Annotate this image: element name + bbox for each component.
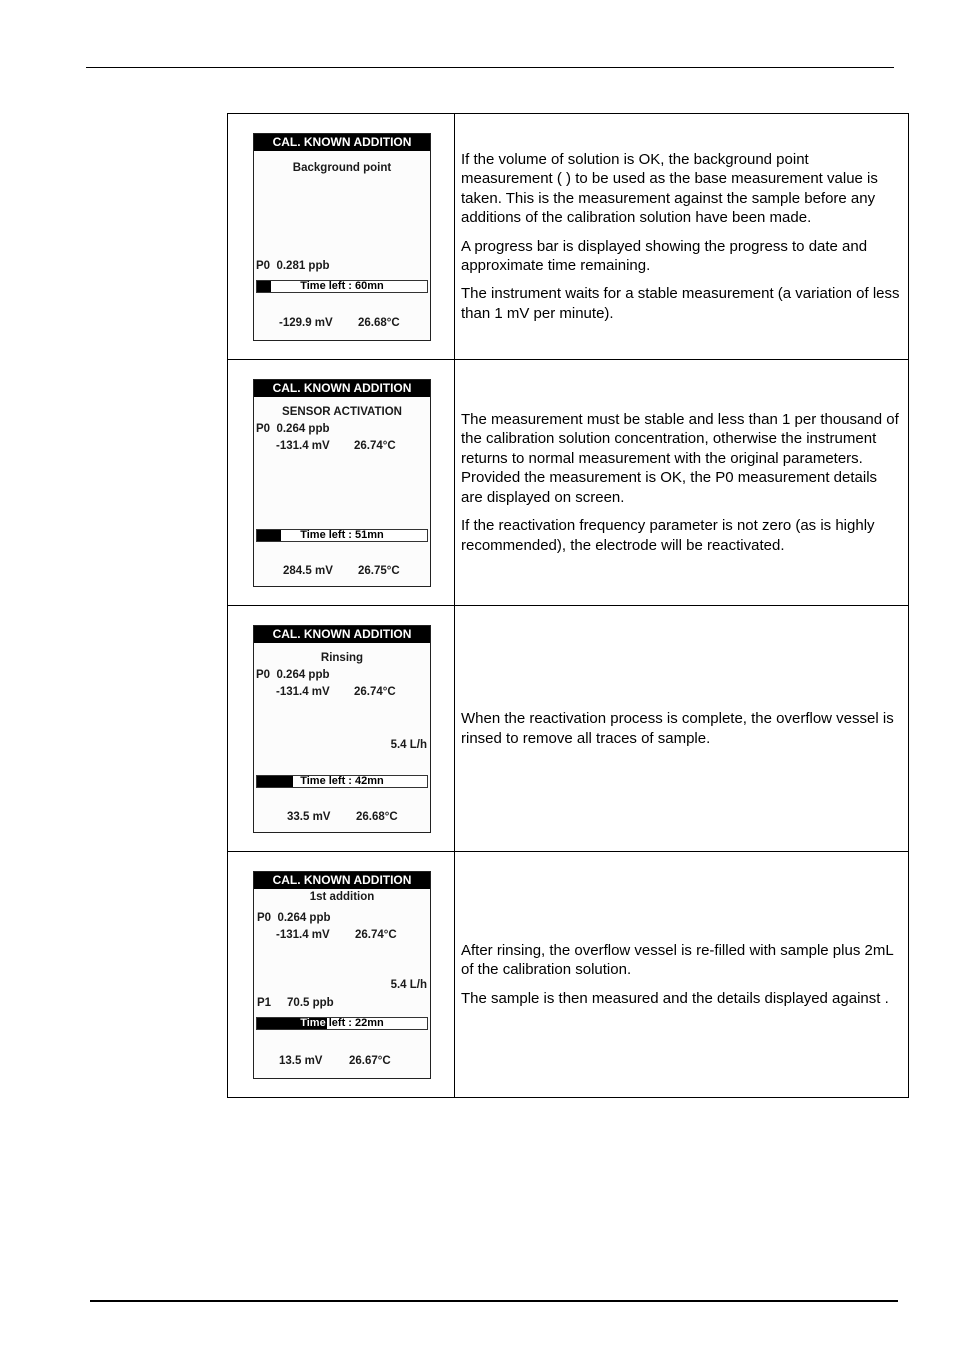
paragraph: A progress bar is displayed showing the progress to date and approximate time remaining. — [461, 237, 868, 274]
p1-reading: P1 70.5 ppb — [257, 996, 334, 1009]
progress-bar — [256, 280, 428, 293]
time-left-label: Time left : 42mn — [300, 774, 384, 787]
p0-mv: -131.4 mV — [276, 928, 330, 941]
screen-cell — [228, 852, 455, 1098]
screen-title: CAL. KNOWN ADDITION — [254, 872, 430, 889]
screen-mode: 1st addition — [309, 890, 375, 903]
footer-mv: -129.9 mV — [279, 316, 333, 329]
table-row — [228, 114, 909, 360]
instrument-screen — [253, 379, 431, 587]
footer-rule — [90, 1300, 898, 1302]
progress-bar — [256, 1017, 428, 1030]
flow-rate: 5.4 L/h — [390, 738, 427, 751]
description-cell — [455, 114, 909, 360]
footer-mv: 284.5 mV — [283, 564, 333, 577]
p0-reading: P0 0.264 ppb — [256, 668, 330, 681]
paragraph: The sample is then measured and the details displayed against . — [461, 989, 889, 1007]
p0-temp: 26.74°C — [354, 685, 396, 698]
paragraph: The instrument waits for a stable measurement (a variation of less than 1 mV per minute). — [461, 285, 900, 322]
description-cell — [455, 852, 909, 1098]
table-row — [228, 606, 909, 852]
footer-temp: 26.67°C — [349, 1054, 391, 1067]
footer-temp: 26.68°C — [358, 316, 400, 329]
p0-reading: P0 0.264 ppb — [257, 911, 331, 924]
instrument-screen — [253, 133, 431, 341]
screen-mode: Rinsing — [320, 651, 364, 664]
paragraph: When the reactivation process is complete, the overflow vessel is rinsed to remove all traces of sample. — [461, 710, 894, 747]
paragraph: If the reactivation frequency parameter is not zero (as is highly recommended), the electrode will be reactivated. — [461, 517, 875, 554]
p0-reading: P0 0.281 ppb — [256, 259, 330, 272]
calibration-steps-table — [227, 113, 909, 1098]
p0-temp: 26.74°C — [355, 928, 397, 941]
footer-mv: 13.5 mV — [279, 1054, 323, 1067]
header-rule — [86, 67, 894, 68]
instrument-screen — [253, 625, 431, 833]
footer-mv: 33.5 mV — [287, 810, 331, 823]
time-left-label: Time left : 22mn — [300, 1016, 384, 1029]
progress-bar — [256, 775, 428, 788]
screen-title: CAL. KNOWN ADDITION — [254, 626, 430, 643]
footer-temp: 26.68°C — [356, 810, 398, 823]
footer-temp: 26.75°C — [358, 564, 400, 577]
time-left-label: Time left : 60mn — [300, 279, 384, 292]
description-cell — [455, 360, 909, 606]
p0-reading: P0 0.264 ppb — [256, 422, 330, 435]
p0-temp: 26.74°C — [354, 439, 396, 452]
instrument-screen — [253, 871, 431, 1079]
table-row — [228, 360, 909, 606]
p0-mv: -131.4 mV — [276, 685, 330, 698]
screen-title: CAL. KNOWN ADDITION — [254, 134, 430, 151]
p0-mv: -131.4 mV — [276, 439, 330, 452]
flow-rate: 5.4 L/h — [390, 978, 427, 991]
table-row — [228, 852, 909, 1098]
screen-cell — [228, 114, 455, 360]
time-left-label: Time left : 51mn — [300, 528, 384, 541]
screen-mode: SENSOR ACTIVATION — [282, 405, 402, 418]
screen-cell — [228, 606, 455, 852]
progress-bar — [256, 529, 428, 542]
paragraph: If the volume of solution is OK, the background point measurement ( ) to be used as the base measurement value is taken. This is the measurement against the sample before any additions of the calibration solution have been made. — [461, 150, 878, 227]
screen-mode: Background point — [292, 161, 392, 174]
screen-cell — [228, 360, 455, 606]
description-cell — [455, 606, 909, 852]
paragraph: After rinsing, the overflow vessel is re-filled with sample plus 2mL of the calibration solution. — [461, 941, 894, 979]
paragraph: The measurement must be stable and less than 1 per thousand of the calibration solution concentration, otherwise the instrument returns to normal measurement with the original parameters. Provided the measurement is OK, the P0 measurement details are displayed on screen. — [461, 411, 899, 506]
screen-title: CAL. KNOWN ADDITION — [254, 380, 430, 397]
